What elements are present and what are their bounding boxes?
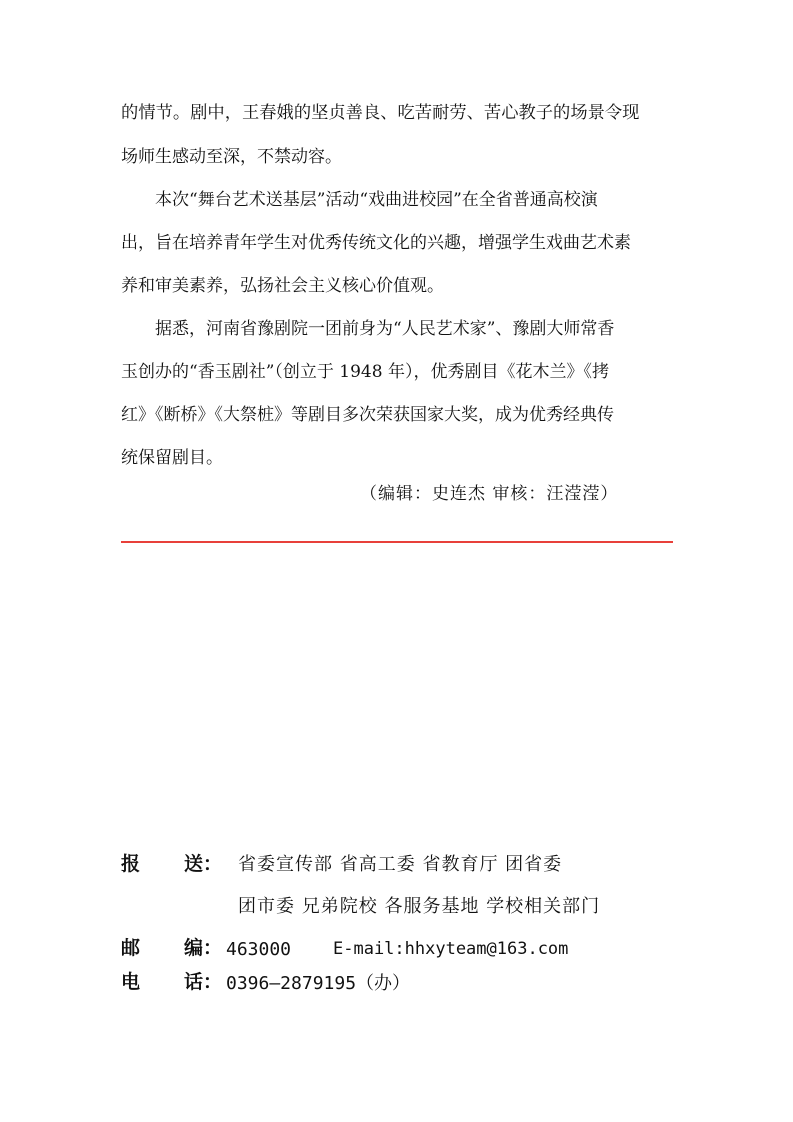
email-value: E-mail:hhxyteam@163.com [333, 939, 569, 959]
phone-value: 0396—2879195（办） [226, 973, 411, 994]
body-line-7: 玉创办的“香玉剧社”（创立于 1948 年），优秀剧目《花木兰》《拷 [121, 362, 609, 382]
send-label-colon: ： [203, 853, 223, 875]
body-line-1: 的情节。剧中，王春娥的坚贞善良、吃苦耐劳、苦心教子的场景令现 [121, 103, 640, 123]
phone-row [0, 971, 793, 1001]
send-label-char-2: 送 [184, 853, 204, 875]
postcode-value: 463000 [226, 939, 292, 960]
phone-label-char-2: 话 [184, 971, 204, 993]
send-to-recipients-2: 团市委 兄弟院校 各服务基地 学校相关部门 [238, 896, 601, 917]
send-label-char-1: 报 [121, 853, 141, 875]
body-line-3: 本次“舞台艺术送基层”活动“戏曲进校园”在全省普通高校演 [155, 190, 598, 210]
postcode-label-colon: ： [203, 937, 223, 959]
body-line-6: 据悉，河南省豫剧院一团前身为“人民艺术家”、豫剧大师常香 [155, 319, 615, 339]
body-line-8: 红》《断桥》《大祭桩》等剧目多次荣获国家大奖，成为优秀经典传 [121, 405, 614, 425]
editor-credit: （编辑：史连杰 审核：汪滢滢） [360, 484, 619, 504]
body-line-5: 养和审美素养，弘扬社会主义核心价值观。 [121, 276, 444, 296]
body-line-4: 出，旨在培养青年学生对优秀传统文化的兴趣，增强学生戏曲艺术素 [121, 233, 631, 253]
red-divider-line [121, 541, 673, 543]
postcode-label-char-2: 编 [184, 937, 204, 959]
postcode-label-char-1: 邮 [121, 937, 141, 959]
phone-label-char-1: 电 [121, 971, 141, 993]
send-to-row-2 [0, 895, 793, 925]
send-to-row [0, 853, 793, 883]
postcode-row [0, 937, 793, 967]
phone-label-colon: ： [203, 971, 223, 993]
body-line-9: 统保留剧目。 [121, 448, 223, 468]
body-line-2: 场师生感动至深，不禁动容。 [121, 147, 342, 167]
send-to-recipients-1: 省委宣传部 省高工委 省教育厅 团省委 [238, 854, 563, 875]
